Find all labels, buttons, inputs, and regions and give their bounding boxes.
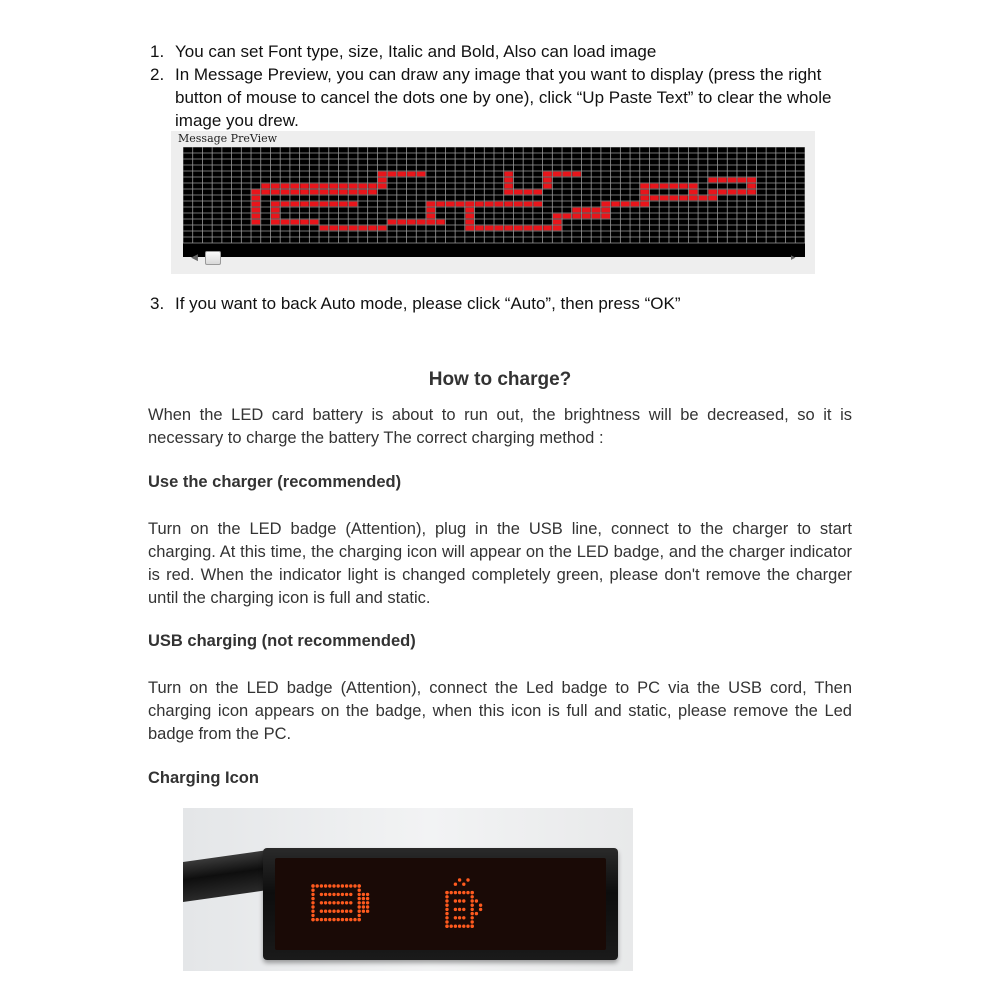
badge-led-dot (337, 884, 340, 887)
led-dot-on[interactable] (281, 190, 290, 195)
badge-led-dot (366, 893, 369, 896)
scroll-right-arrow-icon[interactable]: ▸ (791, 252, 796, 262)
badge-led-dot (328, 884, 331, 887)
badge-led-dot (462, 908, 465, 911)
led-dot-on[interactable] (271, 202, 280, 207)
badge-led-dot (328, 893, 331, 896)
badge-led-dot (311, 914, 314, 917)
badge-led-dot (337, 918, 340, 921)
led-dot-on[interactable] (261, 184, 270, 189)
led-dot-on[interactable] (291, 220, 300, 225)
led-dot-on[interactable] (543, 178, 552, 183)
led-dot-on[interactable] (602, 208, 611, 213)
led-dot-on[interactable] (397, 220, 406, 225)
led-dot-on[interactable] (300, 184, 309, 189)
led-dot-on[interactable] (310, 190, 319, 195)
badge-led-dot (445, 912, 448, 915)
led-dot-on[interactable] (543, 184, 552, 189)
badge-led-dot (328, 910, 331, 913)
message-preview-panel (171, 131, 815, 274)
led-dot-on[interactable] (747, 190, 756, 195)
led-dot-on[interactable] (310, 220, 319, 225)
badge-led-dot (471, 895, 474, 898)
badge-led-dot (362, 893, 365, 896)
led-dot-on[interactable] (650, 196, 659, 201)
badge-led-dot (316, 918, 319, 921)
charging-icon-subheading: Charging Icon (148, 769, 259, 787)
badge-led-dot (362, 897, 365, 900)
led-dot-on[interactable] (718, 190, 727, 195)
led-grid[interactable] (183, 147, 805, 257)
led-dot-on[interactable] (728, 190, 737, 195)
led-dot-on[interactable] (252, 196, 261, 201)
step-number: 2. (150, 65, 165, 84)
badge-led-dot (471, 904, 474, 907)
led-dot-on[interactable] (271, 190, 280, 195)
charger-paragraph: Turn on the LED badge (Attention), plug in the USB line, connect to the charger to start charging. At this time, the charging icon will appear on the LED badge, and the charger indicator is red. When the indicator light is changed completely green, please don't remove the charger until the charging icon is full and static. (148, 520, 852, 607)
led-dot-on[interactable] (553, 172, 562, 177)
badge-led-dot (316, 884, 319, 887)
led-dot-on[interactable] (349, 202, 358, 207)
led-dot-on[interactable] (670, 184, 679, 189)
step-text: You can set Font type, size, Italic and Bold, Also can load image (175, 42, 657, 61)
badge-led-dot (462, 883, 465, 886)
badge-led-dot (337, 901, 340, 904)
led-dot-on[interactable] (339, 190, 348, 195)
led-dot-on[interactable] (359, 226, 368, 231)
badge-led-dot (366, 905, 369, 908)
badge-led-dot (324, 901, 327, 904)
charging-icon (275, 858, 606, 950)
led-dot-on[interactable] (281, 202, 290, 207)
led-dot-on[interactable] (563, 214, 572, 219)
badge-led-dot (341, 918, 344, 921)
badge-screen (275, 858, 606, 950)
badge-led-dot (337, 910, 340, 913)
badge-led-dot (471, 920, 474, 923)
badge-led-dot (320, 884, 323, 887)
badge-led-dot (454, 916, 457, 919)
led-dot-on[interactable] (261, 190, 270, 195)
led-dot-on[interactable] (339, 202, 348, 207)
badge-led-dot (320, 901, 323, 904)
badge-led-dot (466, 925, 469, 928)
badge-led-dot (349, 893, 352, 896)
led-dot-on[interactable] (291, 202, 300, 207)
led-dot-on[interactable] (602, 202, 611, 207)
led-dot-on[interactable] (329, 190, 338, 195)
led-dot-on[interactable] (738, 190, 747, 195)
charger-subheading: Use the charger (recommended) (148, 473, 402, 491)
led-dot-on[interactable] (329, 184, 338, 189)
badge-led-dot (366, 897, 369, 900)
led-dot-on[interactable] (611, 202, 620, 207)
badge-led-dot (450, 891, 453, 894)
badge-led-dot (353, 884, 356, 887)
badge-led-dot (358, 905, 361, 908)
badge-led-dot (462, 891, 465, 894)
led-dot-on[interactable] (504, 178, 513, 183)
charge-intro: When the LED card battery is about to run out, the brightness will be decreased, so it is necessary to charge the battery The correct charging method : (148, 406, 852, 447)
led-dot-on[interactable] (631, 202, 640, 207)
led-dot-on[interactable] (747, 178, 756, 183)
led-dot-on[interactable] (349, 184, 358, 189)
badge-led-dot (332, 901, 335, 904)
badge-led-dot (366, 910, 369, 913)
led-dot-on[interactable] (543, 226, 552, 231)
badge-led-dot (358, 918, 361, 921)
badge-led-dot (471, 899, 474, 902)
led-dot-on[interactable] (582, 208, 591, 213)
led-grid-canvas[interactable] (183, 147, 805, 257)
badge-led-dot (454, 891, 457, 894)
badge-led-dot (471, 925, 474, 928)
led-dot-on[interactable] (708, 196, 717, 201)
scroll-thumb[interactable] (205, 251, 221, 265)
badge-led-dot (445, 925, 448, 928)
led-dot-on[interactable] (436, 202, 445, 207)
led-dot-on[interactable] (368, 184, 377, 189)
led-dot-on[interactable] (708, 178, 717, 183)
led-dot-on[interactable] (621, 202, 630, 207)
badge-led-dot (445, 920, 448, 923)
led-dot-on[interactable] (689, 184, 698, 189)
led-dot-on[interactable] (475, 226, 484, 231)
led-dot-on[interactable] (465, 220, 474, 225)
badge-led-dot (362, 901, 365, 904)
badge-led-dot (320, 893, 323, 896)
badge-led-dot (311, 893, 314, 896)
badge-led-dot (341, 884, 344, 887)
badge-led-dot (324, 884, 327, 887)
led-dot-on[interactable] (524, 190, 533, 195)
led-dot-on[interactable] (650, 184, 659, 189)
badge-led-dot (353, 918, 356, 921)
led-dot-on[interactable] (465, 202, 474, 207)
badge-led-dot (454, 883, 457, 886)
led-dot-on[interactable] (738, 178, 747, 183)
led-dot-on[interactable] (378, 172, 387, 177)
badge-led-dot (445, 891, 448, 894)
badge-led-dot (479, 904, 482, 907)
badge-led-dot (345, 884, 348, 887)
badge-led-dot (320, 918, 323, 921)
badge-led-dot (454, 899, 457, 902)
led-dot-on[interactable] (281, 184, 290, 189)
badge-led-dot (311, 901, 314, 904)
led-dot-on[interactable] (252, 220, 261, 225)
badge-led-dot (324, 918, 327, 921)
badge-led-dot (328, 901, 331, 904)
led-dot-on[interactable] (533, 226, 542, 231)
badge-led-dot (345, 901, 348, 904)
led-dot-on[interactable] (660, 196, 669, 201)
badge-led-dot (311, 910, 314, 913)
badge-led-dot (341, 901, 344, 904)
badge-led-dot (471, 912, 474, 915)
led-dot-on[interactable] (271, 214, 280, 219)
badge-led-dot (332, 910, 335, 913)
led-dot-on[interactable] (252, 208, 261, 213)
led-dot-on[interactable] (689, 196, 698, 201)
led-dot-on[interactable] (572, 214, 581, 219)
badge-led-dot (362, 905, 365, 908)
led-dot-on[interactable] (320, 226, 329, 231)
badge-led-dot (458, 899, 461, 902)
badge-led-dot (450, 925, 453, 928)
led-dot-on[interactable] (679, 196, 688, 201)
led-dot-on[interactable] (747, 184, 756, 189)
led-dot-on[interactable] (572, 208, 581, 213)
badge-led-dot (458, 908, 461, 911)
led-dot-on[interactable] (407, 220, 416, 225)
badge-led-dot (471, 916, 474, 919)
led-dot-on[interactable] (504, 226, 513, 231)
badge-led-dot (311, 918, 314, 921)
led-dot-on[interactable] (485, 202, 494, 207)
badge-led-dot (328, 918, 331, 921)
led-dot-on[interactable] (300, 190, 309, 195)
step-text: In Message Preview, you can draw any image that you want to display (press the right button of mouse to cancel the dots one by one), click “Up Paste Text” to clear the whole image you drew. (175, 65, 832, 130)
badge-led-dot (349, 884, 352, 887)
led-dot-on[interactable] (456, 202, 465, 207)
badge-led-dot (341, 910, 344, 913)
badge-led-dot (311, 897, 314, 900)
led-dot-on[interactable] (465, 214, 474, 219)
badge-led-dot (454, 908, 457, 911)
badge-led-dot (358, 914, 361, 917)
badge-led-dot (337, 893, 340, 896)
badge-led-dot (458, 878, 461, 881)
led-dot-on[interactable] (640, 184, 649, 189)
led-dot-on[interactable] (708, 190, 717, 195)
led-dot-on[interactable] (660, 184, 669, 189)
led-dot-on[interactable] (320, 184, 329, 189)
badge-led-dot (462, 925, 465, 928)
message-preview-label: Message PreView (178, 132, 278, 145)
led-dot-on[interactable] (368, 190, 377, 195)
usb-subheading: USB charging (not recommended) (148, 632, 416, 650)
led-dot-on[interactable] (524, 226, 533, 231)
led-dot-on[interactable] (252, 202, 261, 207)
scroll-left-arrow-icon[interactable]: ◀ (191, 252, 198, 262)
led-dot-on[interactable] (427, 214, 436, 219)
badge-led-dot (445, 899, 448, 902)
led-dot-on[interactable] (271, 208, 280, 213)
led-dot-on[interactable] (592, 214, 601, 219)
badge-led-dot (345, 910, 348, 913)
led-dot-on[interactable] (320, 202, 329, 207)
led-dot-on[interactable] (252, 214, 261, 219)
badge-led-dot (332, 884, 335, 887)
led-dot-on[interactable] (563, 172, 572, 177)
badge-led-dot (358, 889, 361, 892)
badge-led-dot (458, 891, 461, 894)
led-dot-on[interactable] (310, 184, 319, 189)
badge-led-dot (358, 901, 361, 904)
led-dot-on[interactable] (718, 178, 727, 183)
led-dot-on[interactable] (572, 172, 581, 177)
badge-led-dot (445, 916, 448, 919)
led-dot-on[interactable] (378, 226, 387, 231)
led-dot-on[interactable] (349, 190, 358, 195)
led-dot-on[interactable] (320, 190, 329, 195)
led-dot-on[interactable] (281, 220, 290, 225)
badge-led-dot (358, 910, 361, 913)
led-dot-on[interactable] (533, 190, 542, 195)
led-dot-on[interactable] (271, 220, 280, 225)
led-dot-on[interactable] (300, 202, 309, 207)
led-dot-on[interactable] (417, 220, 426, 225)
led-dot-on[interactable] (465, 226, 474, 231)
badge-led-dot (362, 910, 365, 913)
badge-led-dot (349, 910, 352, 913)
badge-led-dot (462, 916, 465, 919)
led-dot-on[interactable] (329, 202, 338, 207)
badge-led-dot (324, 893, 327, 896)
led-dot-on[interactable] (514, 202, 523, 207)
led-dot-on[interactable] (592, 208, 601, 213)
led-dot-on[interactable] (543, 172, 552, 177)
led-dot-on[interactable] (504, 184, 513, 189)
preview-scrollbar[interactable] (183, 248, 805, 266)
led-dot-on[interactable] (349, 226, 358, 231)
led-dot-on[interactable] (475, 202, 484, 207)
badge-led-dot (324, 910, 327, 913)
led-dot-on[interactable] (291, 190, 300, 195)
led-dot-on[interactable] (602, 214, 611, 219)
led-dot-on[interactable] (339, 226, 348, 231)
led-dot-on[interactable] (533, 202, 542, 207)
badge-led-dot (458, 916, 461, 919)
step-number: 1. (150, 42, 165, 61)
led-dot-on[interactable] (514, 190, 523, 195)
badge-led-dot (341, 893, 344, 896)
led-dot-on[interactable] (679, 184, 688, 189)
led-badge (263, 848, 618, 960)
badge-led-dot (311, 905, 314, 908)
led-dot-on[interactable] (504, 202, 513, 207)
led-dot-on[interactable] (397, 172, 406, 177)
led-dot-on[interactable] (640, 202, 649, 207)
badge-led-dot (471, 891, 474, 894)
led-dot-on[interactable] (417, 172, 426, 177)
badge-led-dot (462, 899, 465, 902)
badge-led-dot (358, 897, 361, 900)
led-dot-on[interactable] (359, 184, 368, 189)
badge-led-dot (332, 893, 335, 896)
led-dot-on[interactable] (310, 202, 319, 207)
led-dot-on[interactable] (699, 196, 708, 201)
led-dot-on[interactable] (368, 226, 377, 231)
led-dot-on[interactable] (495, 226, 504, 231)
badge-led-dot (445, 904, 448, 907)
step-number: 3. (150, 294, 165, 313)
led-dot-on[interactable] (339, 184, 348, 189)
led-dot-on[interactable] (252, 190, 261, 195)
led-dot-on[interactable] (553, 214, 562, 219)
led-dot-on[interactable] (300, 220, 309, 225)
badge-photo (183, 808, 633, 971)
badge-led-dot (445, 908, 448, 911)
led-dot-on[interactable] (359, 190, 368, 195)
step-text: If you want to back Auto mode, please click “Auto”, then press “OK” (175, 294, 681, 313)
led-dot-on[interactable] (524, 202, 533, 207)
led-dot-on[interactable] (640, 190, 649, 195)
badge-led-dot (349, 918, 352, 921)
led-dot-on[interactable] (640, 196, 649, 201)
led-dot-on[interactable] (504, 172, 513, 177)
badge-led-dot (345, 918, 348, 921)
badge-led-dot (458, 925, 461, 928)
badge-led-dot (466, 891, 469, 894)
badge-led-dot (311, 889, 314, 892)
badge-led-dot (345, 893, 348, 896)
led-dot-on[interactable] (553, 220, 562, 225)
led-dot-on[interactable] (427, 220, 436, 225)
led-dot-on[interactable] (728, 178, 737, 183)
led-dot-on[interactable] (446, 202, 455, 207)
badge-led-dot (479, 908, 482, 911)
led-dot-on[interactable] (465, 208, 474, 213)
badge-led-dot (475, 912, 478, 915)
usb-cable (183, 850, 268, 902)
section-heading: How to charge? (428, 369, 572, 390)
led-dot-on[interactable] (291, 184, 300, 189)
badge-led-dot (320, 910, 323, 913)
led-dot-on[interactable] (514, 226, 523, 231)
led-dot-on[interactable] (504, 190, 513, 195)
led-dot-on[interactable] (378, 178, 387, 183)
badge-led-dot (332, 918, 335, 921)
led-dot-on[interactable] (271, 184, 280, 189)
badge-led-dot (454, 925, 457, 928)
led-dot-on[interactable] (553, 226, 562, 231)
led-dot-on[interactable] (495, 202, 504, 207)
badge-led-dot (349, 901, 352, 904)
led-dot-on[interactable] (436, 220, 445, 225)
led-dot-on[interactable] (670, 196, 679, 201)
badge-led-dot (445, 895, 448, 898)
led-dot-on[interactable] (427, 208, 436, 213)
led-dot-on[interactable] (485, 226, 494, 231)
led-dot-on[interactable] (388, 220, 397, 225)
led-dot-on[interactable] (582, 214, 591, 219)
badge-led-dot (311, 884, 314, 887)
badge-led-dot (358, 884, 361, 887)
led-dot-on[interactable] (427, 202, 436, 207)
badge-led-dot (471, 908, 474, 911)
badge-led-dot (366, 901, 369, 904)
badge-led-dot (466, 878, 469, 881)
led-dot-on[interactable] (388, 172, 397, 177)
badge-led-dot (358, 893, 361, 896)
led-dot-on[interactable] (378, 184, 387, 189)
badge-led-dot (475, 899, 478, 902)
usb-paragraph: Turn on the LED badge (Attention), connect the Led badge to PC via the USB cord, Then charging icon appears on the badge, when this icon is full and static, please remove the Led badge from the PC. (148, 679, 852, 743)
led-dot-on[interactable] (689, 190, 698, 195)
led-dot-on[interactable] (407, 172, 416, 177)
led-dot-on[interactable] (329, 226, 338, 231)
